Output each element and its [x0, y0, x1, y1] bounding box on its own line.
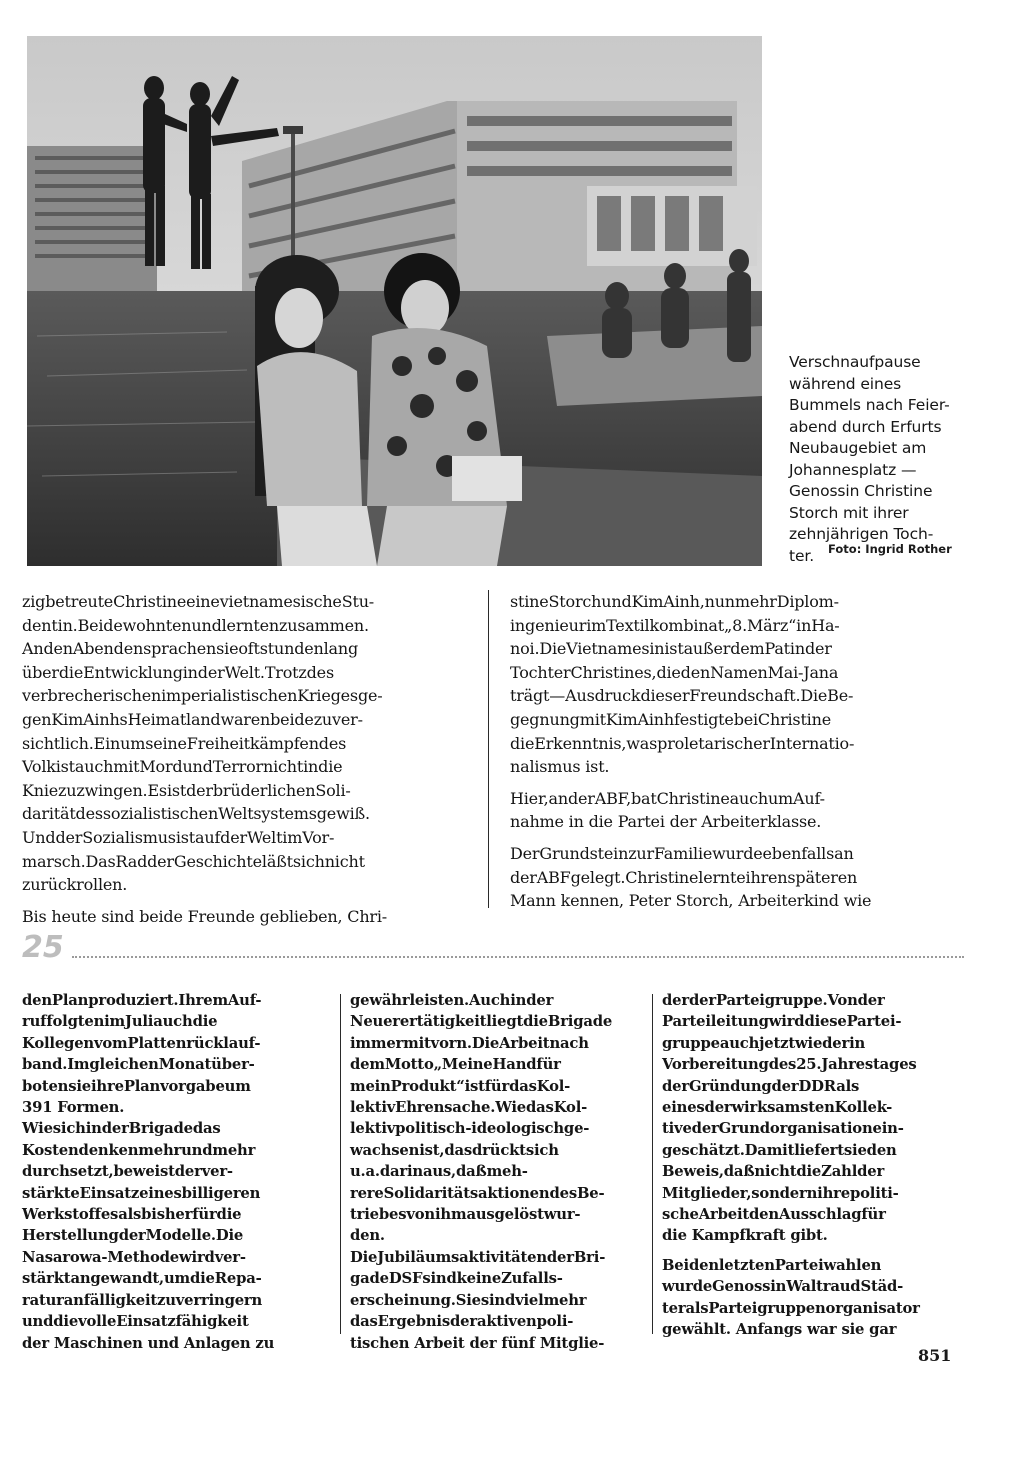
text-line: unddievolleEinsatzfähigkeit — [22, 1313, 249, 1331]
text-line: einesderwirksamstenKollek- — [662, 1099, 893, 1117]
paragraph — [22, 990, 332, 1118]
column-divider — [340, 994, 341, 1334]
text-line: demMotto„MeineHandfür — [350, 1056, 561, 1074]
paragraph — [350, 1247, 642, 1354]
text-line: HerstellungderModelle.Die — [22, 1227, 244, 1245]
text-line: der Maschinen und Anlagen zu — [22, 1334, 275, 1352]
paragraph — [662, 990, 964, 1247]
text-line: erscheinung.Siesindvielmehr — [350, 1291, 587, 1309]
text-line: verbrecherischenimperialistischenKriegesge- — [22, 686, 383, 706]
text-line: Mann kennen, Peter Storch, Arbeiterkind wie — [510, 891, 872, 911]
text-line: dasErgebnisderaktivenpoli- — [350, 1313, 574, 1331]
article-b-column-2 — [350, 990, 642, 1354]
caption-line: Storch mit ihrer — [789, 503, 909, 522]
column-divider — [488, 590, 489, 908]
text-line: wurdeGenossinWaltraudStäd- — [662, 1278, 904, 1296]
text-line: stärktangewandt,umdieRepa- — [22, 1270, 262, 1288]
article-photo — [27, 36, 762, 566]
caption-line: Johannesplatz — — [789, 460, 917, 479]
paragraph — [22, 905, 474, 929]
text-line: ruffolgtenimJuliauchdie — [22, 1013, 218, 1031]
text-line: stineStorchundKimAinh,nunmehrDiplom- — [510, 592, 839, 611]
text-line: dentin.Beidewohntenundlerntenzusammen. — [22, 615, 369, 635]
paragraph — [510, 590, 964, 779]
text-line: lektivpolitisch-ideologischge- — [350, 1120, 590, 1138]
caption-line: zehnjährigen Toch- — [789, 525, 934, 543]
caption-line: ter. — [789, 546, 815, 565]
text-line: gewählt. Anfangs war sie gar — [662, 1321, 897, 1339]
text-line: durchsetzt,beweistderver- — [22, 1163, 233, 1181]
paragraph — [510, 842, 964, 913]
text-line: Mitglieder,sondernihrepoliti- — [662, 1184, 899, 1202]
text-line: zurückrollen. — [22, 875, 128, 895]
text-line: dieErkenntnis,wasproletarischerInternatio- — [510, 733, 855, 753]
photo-caption — [789, 352, 961, 567]
text-line: gegnungmitKimAinhfestigtebeiChristine — [510, 709, 831, 729]
text-line: genKimAinhsHeimatlandwarenbeidezuver- — [22, 709, 363, 729]
photo-illustration — [27, 36, 762, 566]
text-line: KollegenvomPlattenrücklauf- — [22, 1034, 261, 1052]
paragraph — [22, 1118, 332, 1353]
text-line: VolkistauchmitMordundTerrornichtindie — [22, 757, 343, 777]
text-line: DerGrundsteinzurFamiliewurdeebenfallsan — [510, 843, 854, 863]
text-line: 391 Formen. — [22, 1099, 125, 1117]
text-line: die Kampfkraft gibt. — [662, 1227, 828, 1245]
text-line: marsch.DasRadderGeschichteläßtsichnicht — [22, 851, 365, 871]
text-line: wachsenist,dasdrücktsich — [350, 1141, 559, 1159]
text-line: überdieEntwicklunginderWelt.Trotzdes — [22, 662, 334, 682]
text-line: gadeDSFsindkeineZufalls- — [350, 1270, 563, 1288]
photo-credit: Foto: Ingrid Rother — [828, 542, 952, 556]
page-number: 851 — [918, 1346, 952, 1365]
text-line: denPlanproduziert.IhremAuf- — [22, 992, 262, 1009]
text-line: band.ImgleichenMonatüber- — [22, 1056, 255, 1074]
text-line: WiesichinderBrigadedas — [22, 1120, 221, 1138]
article-a-left-column — [22, 590, 474, 928]
text-line: noi.DieVietnamesinistaußerdemPatinder — [510, 639, 832, 659]
text-line: Beweis,daßnichtdieZahlder — [662, 1163, 885, 1181]
text-line: gewährleisten.Auchinder — [350, 992, 554, 1009]
text-line: Werkstoffesalsbisherfürdie — [22, 1206, 242, 1224]
text-line: ingenieurimTextilkombinat„8.März“inHa- — [510, 615, 840, 635]
text-line: trägt—AusdruckdieserFreundschaft.DieBe- — [510, 686, 854, 706]
caption-line: abend durch Erfurts — [789, 417, 942, 436]
text-line: Kniezuzwingen.EsistderbrüderlichenSoli- — [22, 780, 351, 800]
text-line: rereSolidaritätsaktionendesBe- — [350, 1184, 605, 1202]
text-line: teralsParteigruppenorganisator — [662, 1299, 920, 1317]
text-line: triebesvonihmausgelöstwur- — [350, 1206, 581, 1224]
text-line: UndderSozialismusistaufderWeltimVor- — [22, 827, 335, 847]
caption-line: Verschnaufpause — [789, 353, 921, 371]
text-line: DieJubiläumsaktivitätenderBri- — [350, 1248, 606, 1266]
text-line: tivederGrundorganisationein- — [662, 1120, 904, 1138]
text-line: u.a.darinaus,daßmeh- — [350, 1163, 528, 1181]
text-line: lektivEhrensache.WiedasKol- — [350, 1099, 588, 1117]
text-line: derderParteigruppe.Vonder — [662, 992, 885, 1009]
caption-line: während eines — [789, 374, 902, 393]
text-line: gruppeauchjetztwiederin — [662, 1034, 866, 1052]
section-ornament: 25 — [22, 930, 64, 965]
text-line: ParteileitungwirddiesePartei- — [662, 1013, 902, 1031]
text-line: immermitvorn.DieArbeitnach — [350, 1034, 589, 1052]
text-line: geschätzt.Damitliefertsieden — [662, 1141, 897, 1159]
article-b-column-1 — [22, 990, 332, 1354]
text-line: Vorbereitungdes25.Jahrestages — [662, 1056, 917, 1074]
paragraph — [510, 787, 964, 834]
section-divider — [72, 956, 964, 958]
text-line: tischen Arbeit der fünf Mitglie- — [350, 1334, 605, 1352]
text-line: zigbetreuteChristineeinevietnamesischeStu- — [22, 592, 375, 611]
text-line: den. — [350, 1227, 385, 1245]
text-line: Nasarowa-Methodewirdver- — [22, 1248, 246, 1266]
article-b-column-3 — [662, 990, 964, 1341]
caption-line: Neubaugebiet am — [789, 439, 927, 457]
text-line: raturanfälligkeitzuverringern — [22, 1291, 263, 1309]
text-line: NeuerertätigkeitliegtdieBrigade — [350, 1013, 613, 1031]
text-line: AndenAbendensprachensieoftstundenlang — [22, 639, 359, 659]
text-line: stärkteEinsatzeinesbilligeren — [22, 1184, 261, 1202]
article-a-right-column — [510, 590, 964, 913]
text-line: scheArbeitdenAusschlagfür — [662, 1206, 886, 1224]
paragraph — [22, 590, 474, 897]
text-line: daritätdessozialistischenWeltsystemsgewiß. — [22, 804, 370, 824]
text-line: derABFgelegt.Christinelernteihrenspäteren — [510, 867, 858, 887]
text-line: Hier,anderABF,batChristineauchumAuf- — [510, 788, 825, 808]
text-line: BeidenletztenParteiwahlen — [662, 1256, 882, 1274]
text-line: botensieihrePlanvorgabeum — [22, 1077, 251, 1095]
text-line: Kostendenkenmehrundmehr — [22, 1141, 256, 1159]
paragraph — [662, 1255, 964, 1341]
text-line: Bis heute sind beide Freunde geblieben, Chri- — [22, 906, 388, 926]
text-line: nahme in die Partei der Arbeiterklasse. — [510, 812, 822, 832]
paragraph — [350, 990, 642, 1247]
text-line: sichtlich.EinumseineFreiheitkämpfendes — [22, 733, 347, 753]
text-line: TochterChristines,diedenNamenMai-Jana — [510, 662, 839, 682]
text-line: meinProdukt“istfürdasKol- — [350, 1077, 571, 1095]
text-line: derGründungderDDRals — [662, 1077, 860, 1095]
caption-line: Bummels nach Feier- — [789, 396, 950, 414]
text-line: nalismus ist. — [510, 757, 610, 777]
column-divider — [652, 994, 653, 1334]
caption-line: Genossin Christine — [789, 482, 933, 500]
